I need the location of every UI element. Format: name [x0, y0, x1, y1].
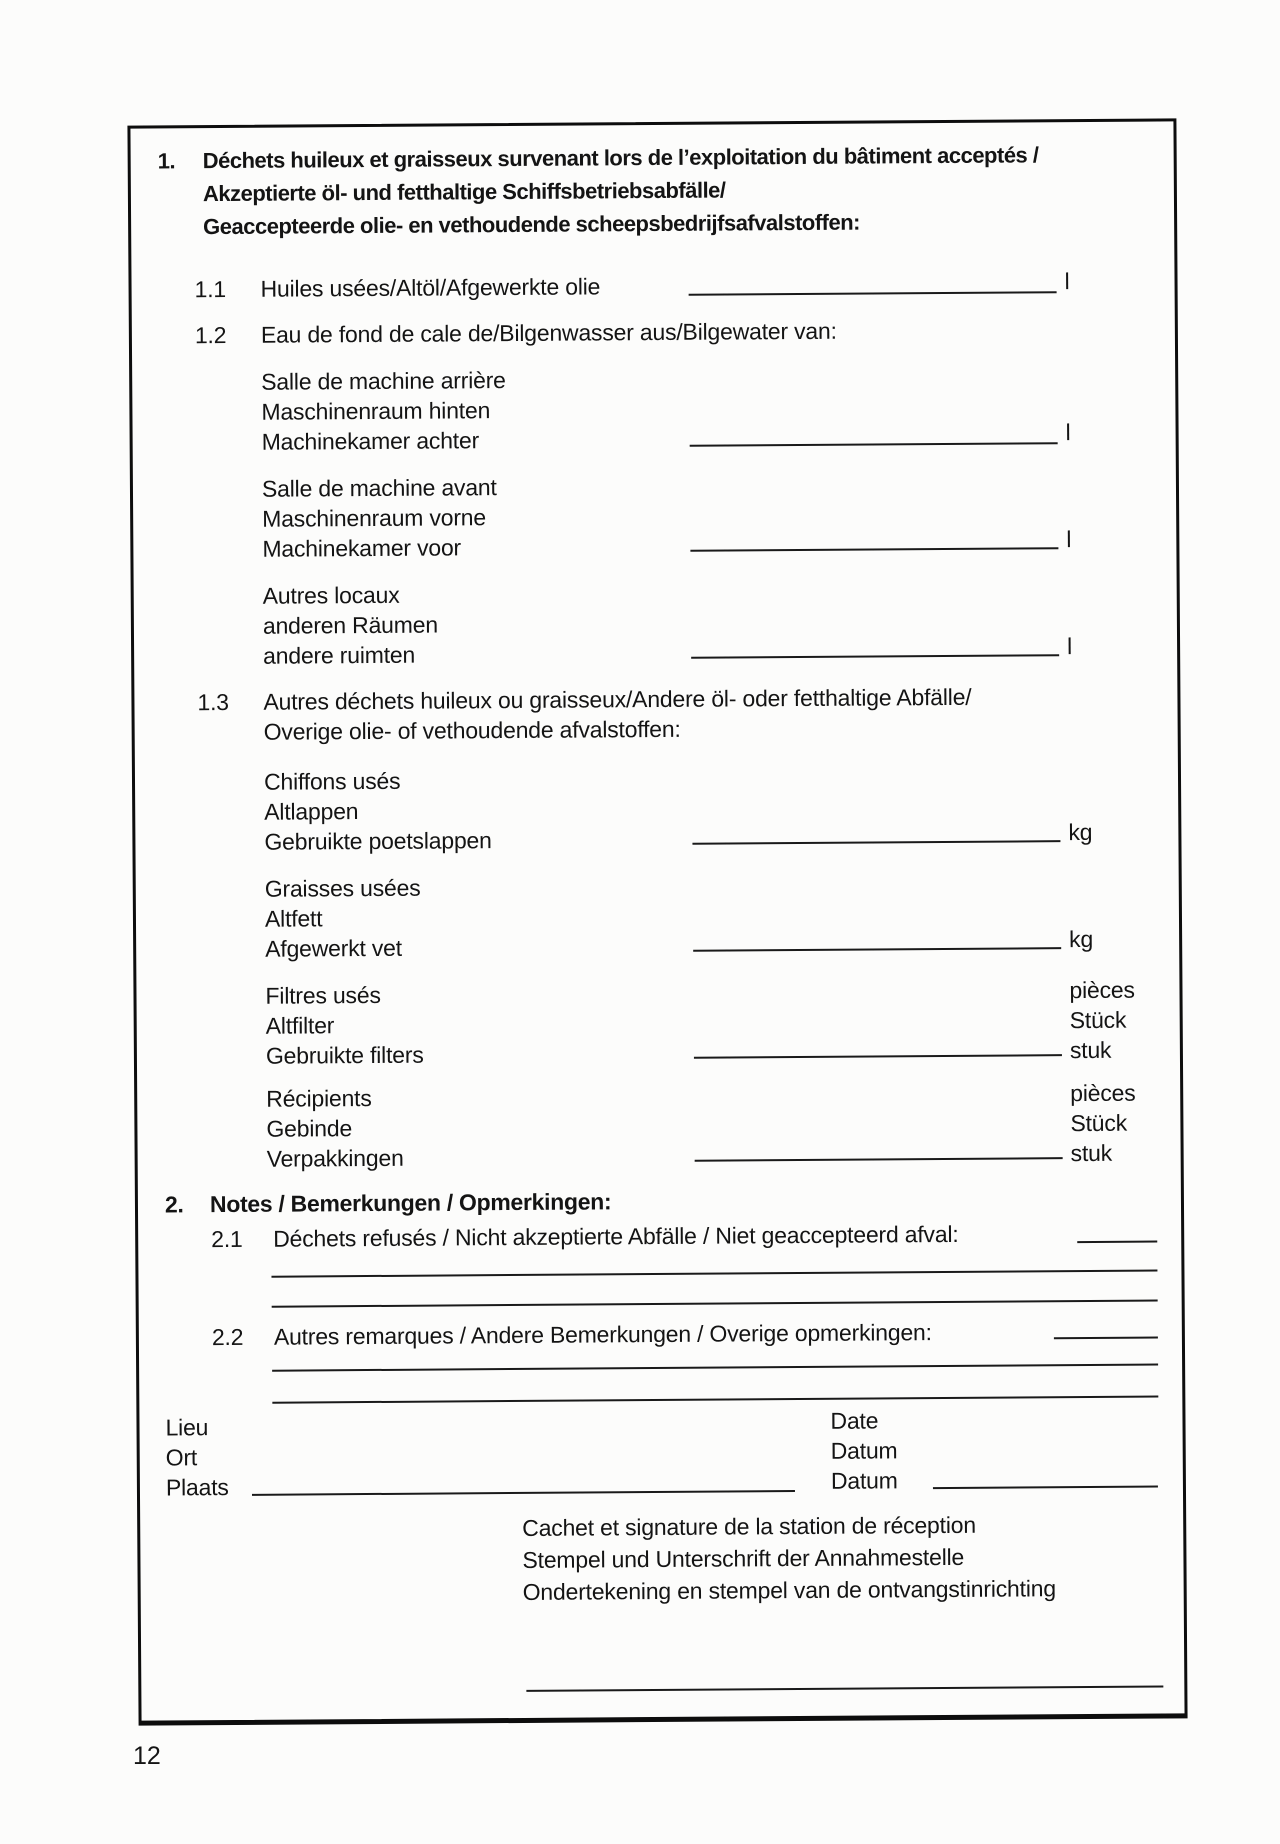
date-label-fr: Date [830, 1407, 879, 1434]
date-label-nl: Datum [830, 1467, 898, 1494]
unit-litre-used-oil: l [1064, 268, 1070, 295]
bilge-aft-fr: Salle de machine arrière [261, 367, 506, 395]
waste-row-rags [264, 765, 492, 857]
item-1-3-label-line2: Overige olie- of vethoudende afvalstoffen: [263, 715, 681, 745]
fill-line-refused-1 [271, 1270, 1157, 1278]
section1-title-line-fr: Déchets huileux et graisseux survenant lors de l’exploitation du bâtiment acceptés / [202, 142, 1039, 174]
fill-line-date [933, 1486, 1158, 1490]
section2-title: Notes / Bemerkungen / Opmerkingen: [209, 1188, 612, 1218]
bilge-other-de: anderen Räumen [262, 611, 438, 639]
item-1-3-number: 1.3 [197, 688, 229, 716]
filters-fr: Filtres usés [265, 981, 381, 1009]
fill-line-remarks-1 [272, 1364, 1158, 1372]
fill-line-rags [692, 840, 1060, 845]
section1-title-line-nl: Geaccepteerde olie- en vethoudende scheepsbedrijfsafvalstoffen: [203, 209, 861, 240]
unit-pieces-filters: pièces [1069, 976, 1135, 1004]
unit-kg-rags: kg [1068, 818, 1093, 846]
item-1-3-label-line1: Autres déchets huileux ou graisseux/Andere öl- oder fetthaltige Abfälle/ [263, 683, 972, 715]
unit-litre-bilge-fore: l [1066, 526, 1072, 553]
unit-litre-bilge-aft: l [1065, 419, 1071, 446]
rags-de: Altlappen [264, 798, 359, 825]
unit-pieces-receptacles: pièces [1070, 1079, 1136, 1107]
place-label-nl: Plaats [165, 1474, 229, 1501]
bilge-aft-nl: Machinekamer achter [261, 427, 480, 455]
unit-stueck-filters: Stück [1069, 1006, 1127, 1034]
fill-line-used-oil [689, 291, 1057, 296]
item-1-3-label [263, 682, 971, 747]
signature-caption-fr: Cachet et signature de la station de réception [522, 1511, 976, 1541]
section1-number: 1. [157, 148, 176, 174]
receptacles-nl: Verpakkingen [266, 1144, 404, 1172]
filters-nl: Gebruikte filters [265, 1041, 424, 1069]
item-2-1-number: 2.1 [211, 1225, 243, 1253]
bilge-fore-de: Maschinenraum vorne [262, 504, 487, 532]
place-label-de: Ort [165, 1444, 198, 1471]
waste-row-filters [265, 980, 423, 1071]
waste-row-receptacles [266, 1083, 404, 1174]
rags-nl: Gebruikte poetslappen [264, 827, 492, 855]
unit-litre-bilge-other: l [1066, 633, 1073, 660]
item-2-1-label: Déchets refusés / Nicht akzeptierte Abfälle / Niet geaccepteerd afval: [273, 1220, 959, 1252]
signature-caption-de: Stempel und Unterschrift der Annahmestelle [522, 1543, 965, 1573]
form-border-box [127, 118, 1187, 1725]
date-labels [830, 1405, 897, 1495]
receptacles-fr: Récipients [266, 1085, 372, 1112]
grease-de: Altfett [264, 905, 323, 932]
grease-nl: Afgewerkt vet [265, 934, 403, 962]
fill-line-receptacles [695, 1157, 1063, 1162]
units-filters [1069, 975, 1135, 1065]
unit-kg-grease: kg [1069, 925, 1094, 953]
bilge-fore-nl: Machinekamer voor [262, 534, 462, 562]
waste-row-grease [265, 873, 421, 964]
fill-line-place [252, 1490, 795, 1496]
unit-stuk-receptacles: stuk [1070, 1139, 1113, 1167]
receptacles-de: Gebinde [266, 1115, 353, 1142]
bilge-fore-fr: Salle de machine avant [261, 474, 497, 502]
item-1-1-label: Huiles usées/Altöl/Afgewerkte olie [260, 273, 601, 302]
bilge-other-nl: andere ruimten [263, 641, 416, 669]
page-number: 12 [133, 1742, 161, 1770]
place-label-fr: Lieu [165, 1414, 209, 1441]
unit-stuk-filters: stuk [1069, 1036, 1112, 1064]
bilge-aft-de: Maschinenraum hinten [261, 397, 491, 425]
section1-title [203, 138, 1039, 243]
signature-caption-nl: Ondertekening en stempel van de ontvangstinrichting [522, 1575, 1056, 1605]
bilge-other-fr: Autres locaux [262, 581, 400, 609]
fill-line-grease [693, 947, 1061, 952]
fill-line-refused-2 [272, 1300, 1158, 1308]
fill-line-bilge-aft [690, 442, 1058, 447]
filters-de: Altfilter [265, 1012, 335, 1039]
fill-line-filters [694, 1054, 1062, 1059]
signature-caption [522, 1508, 1056, 1608]
item-1-2-number: 1.2 [194, 321, 227, 349]
fill-line-signature [526, 1685, 1163, 1691]
bilge-row-aft [261, 365, 506, 457]
unit-stueck-receptacles: Stück [1070, 1109, 1128, 1137]
place-labels [165, 1412, 228, 1502]
fill-line-bilge-other [691, 654, 1059, 659]
item-2-2-label: Autres remarques / Andere Bemerkungen / Overige opmerkingen: [273, 1319, 932, 1350]
item-1-1-number: 1.1 [194, 275, 227, 303]
item-1-2-label: Eau de fond de cale de/Bilgenwasser aus/Bilgewater van: [260, 317, 837, 348]
fill-line-remarks-start [1054, 1337, 1158, 1340]
fill-line-refused-start [1077, 1241, 1157, 1244]
item-2-2-number: 2.2 [211, 1323, 244, 1351]
rags-fr: Chiffons usés [263, 767, 401, 795]
section1-title-line-de: Akzeptierte öl- und fetthaltige Schiffsbetriebsabfälle/ [202, 177, 726, 207]
fill-line-bilge-fore [690, 547, 1058, 552]
fill-line-remarks-2 [272, 1396, 1158, 1404]
section2-number: 2. [164, 1191, 184, 1218]
grease-fr: Graisses usées [264, 874, 421, 902]
date-label-de: Datum [830, 1437, 898, 1464]
bilge-row-other [263, 580, 439, 671]
units-receptacles [1070, 1078, 1136, 1168]
bilge-row-fore [262, 472, 497, 564]
